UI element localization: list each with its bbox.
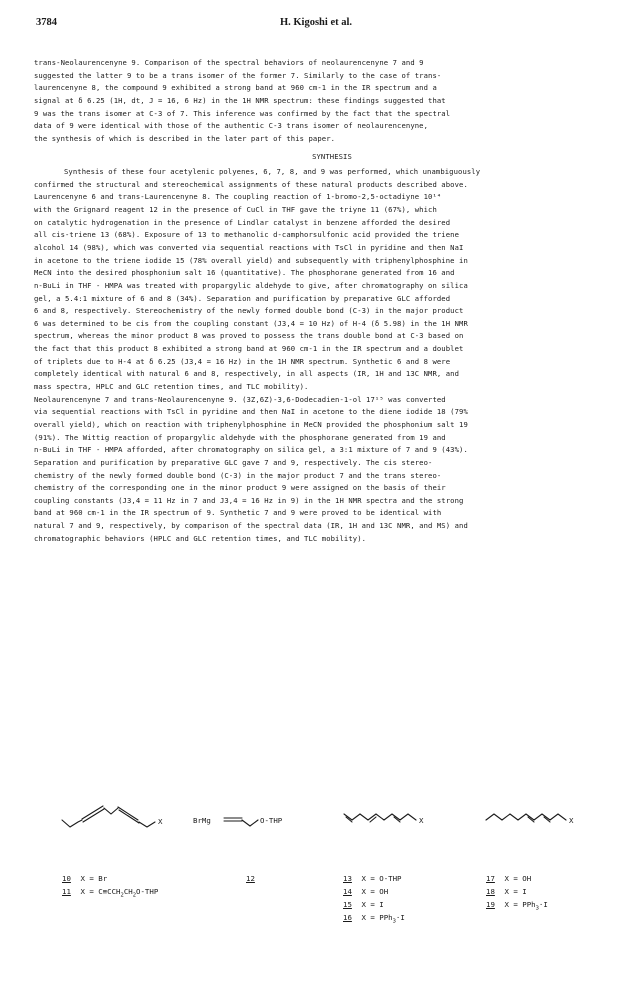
structure-2-grignard: BrMg [193, 816, 211, 825]
text-line: n-BuLi in THF - HMPA afforded, after chromatography on silica gel, a 3:1 mixture of 7 and 9 (43%). [34, 445, 468, 455]
structure-1-x: X [158, 817, 163, 826]
text-line: trans-Neolaurencenyne 9. Comparison of the spectral behaviors of neolaurencenyne 7 and 9 [34, 58, 424, 67]
text-line: via sequential reactions with TsCl in pyridine and then NaI in acetone to the diene iodide 18 (79% [34, 407, 468, 417]
text-line: of triplets due to H-4 at δ 6.25 (J3,4 = 16 Hz) in the 1H NMR spectrum. Synthetic 6 and 8 were [34, 356, 451, 366]
compound-10-label: 10 X = Br [62, 874, 108, 883]
text-line: Neolaurencenyne 7 and trans-Neolaurencenyne 9. (3Z,6Z)-3,6-Dodecadien-1-ol 17¹⁵ was converted [34, 394, 446, 404]
compound-13-label: 13 X = O-THP [343, 874, 402, 883]
structure-3-x: X [419, 816, 424, 825]
text-line: overall yield), which on reaction with triphenylphosphine in MeCN provided the phosphonium salt 19 [34, 419, 468, 429]
structure-diyne-chain [62, 806, 155, 827]
compound-11-label: 11 $X = C\equiv CCH_2CH_2O$-THP [62, 887, 159, 899]
text-line: signal at δ 6.25 (1H, dt, J = 16, 6 Hz) in the 1H NMR spectrum: these findings suggested that [34, 95, 446, 105]
structure-diene [486, 814, 566, 822]
text-line: data of 9 were identical with those of the authentic C-3 trans isomer of neolaurencenyne, [34, 121, 429, 131]
text-line: confirmed the structural and stereochemical assignments of these natural products described above. [34, 179, 468, 189]
text-line: on catalytic hydrogenation in the presence of Lindlar catalyst in benzene afforded the desired [34, 217, 451, 227]
page-number: 3784 [36, 17, 57, 28]
text-line: spectrum, whereas the minor product 8 was proved to possess the trans double bond at C-3 based on [34, 331, 464, 341]
text-line: gel, a 5.4:1 mixture of 6 and 8 (34%). Separation and purification by preparative GLC afforded [34, 293, 451, 303]
text-line: natural 7 and 9, respectively, by comparison of the spectral data (IR, 1H and 13C NMR, and MS) and [34, 521, 468, 531]
section-heading-synthesis: SYNTHESIS [312, 152, 352, 162]
text-line: mass spectra, HPLC and GLC retention times, and TLC mobility). [34, 382, 309, 392]
text-line: n-BuLi in THF - HMPA was treated with propargylic aldehyde to give, after chromatography on silica [34, 280, 468, 290]
compound-16-label: 16 X = PPh$_3$·I [343, 913, 405, 925]
structure-triene-ether [344, 814, 416, 822]
text-line: Separation and purification by preparative GLC gave 7 and 9, respectively. The cis stereo- [34, 457, 433, 467]
compound-15-label: 15 X = I [343, 900, 384, 909]
text-line: the fact that this product 8 exhibited a strong band at 960 cm-1 in the IR spectrum and a doublet [34, 344, 464, 354]
text-line: with the Grignard reagent 12 in the presence of CuCl in THF gave the triyne 11 (67%), which [34, 205, 437, 215]
text-line: 6 was determined to be cis from the coupling constant (J3,4 = 10 Hz) of H-4 (δ 5.98) in the 1H NMR [34, 318, 468, 328]
text-line: band at 960 cm-1 in the IR spectrum of 9. Synthetic 7 and 9 were proved to be identical with [34, 508, 442, 518]
running-head-authors: H. Kigoshi et al. [279, 17, 353, 28]
text-line: laurencenyne 8, the compound 9 exhibited a strong band at 960 cm-1 in the IR spectrum and a [34, 83, 437, 93]
text-line: (91%). The Wittig reaction of propargylic aldehyde with the phosphorane generated from 19 and [34, 432, 446, 442]
text-line: 9 was the trans isomer at C-3 of 7. This inference was confirmed by the fact that the spectral [34, 108, 451, 118]
text-line: chemistry of the corresponding one in the minor product 9 were assigned on the basis of their [34, 483, 446, 493]
structure-4-x: X [569, 816, 574, 825]
text-line: suggested the latter 9 to be a trans isomer of the former 7. Similarly to the case of trans- [34, 70, 442, 80]
text-line: Laurencenyne 6 and trans-Laurencenyne 8. The coupling reaction of 1-bromo-2,5-octadiyne 10¹⁴ [34, 192, 442, 202]
text-line: chromatographic behaviors (HPLC and GLC retention times, and TLC mobility). [34, 533, 367, 543]
text-line: completely identical with natural 6 and 8, respectively, in all aspects (IR, 1H and 13C NMR, and [34, 369, 460, 379]
compound-12-label: 12 [246, 874, 255, 883]
compound-19-label: 19 X = PPh$_3$·I [486, 900, 548, 912]
text-line: chemistry of the newly formed double bond (C-3) in the major product 7 and the trans stereo- [34, 470, 442, 480]
text-line: Synthesis of these four acetylenic polyenes, 6, 7, 8, and 9 was performed, which unambiguously [64, 167, 481, 177]
compound-17-label: 17 X = OH [486, 874, 532, 883]
text-line: all cis-triene 13 (68%). Exposure of 13 to methanolic d-camphorsulfonic acid provided the triene [34, 230, 460, 240]
structure-2-othp: O-THP [260, 816, 283, 825]
text-line: coupling constants (J3,4 = 11 Hz in 7 and J3,4 = 16 Hz in 9) in the 1H NMR spectra and the strong [34, 495, 464, 505]
text-line: in acetone to the triene iodide 15 (78% overall yield) and subsequently with triphenylphosphine in [34, 255, 468, 265]
compound-18-label: 18 X = I [486, 887, 527, 896]
text-line: the synthesis of which is described in the later part of this paper. [34, 133, 336, 143]
structure-grignard-reagent [224, 818, 258, 826]
text-line: alcohol 14 (98%), which was converted via sequential reactions with TsCl in pyridine and then NaI [34, 242, 464, 252]
text-line: 6 and 8, respectively. Stereochemistry of the newly formed double bond (C-3) in the major product [34, 306, 464, 316]
text-line: MeCN into the desired phosphonium salt 16 (quantitative). The phosphorane generated from 16 and [34, 268, 455, 278]
compound-14-label: 14 X = OH [343, 887, 389, 896]
